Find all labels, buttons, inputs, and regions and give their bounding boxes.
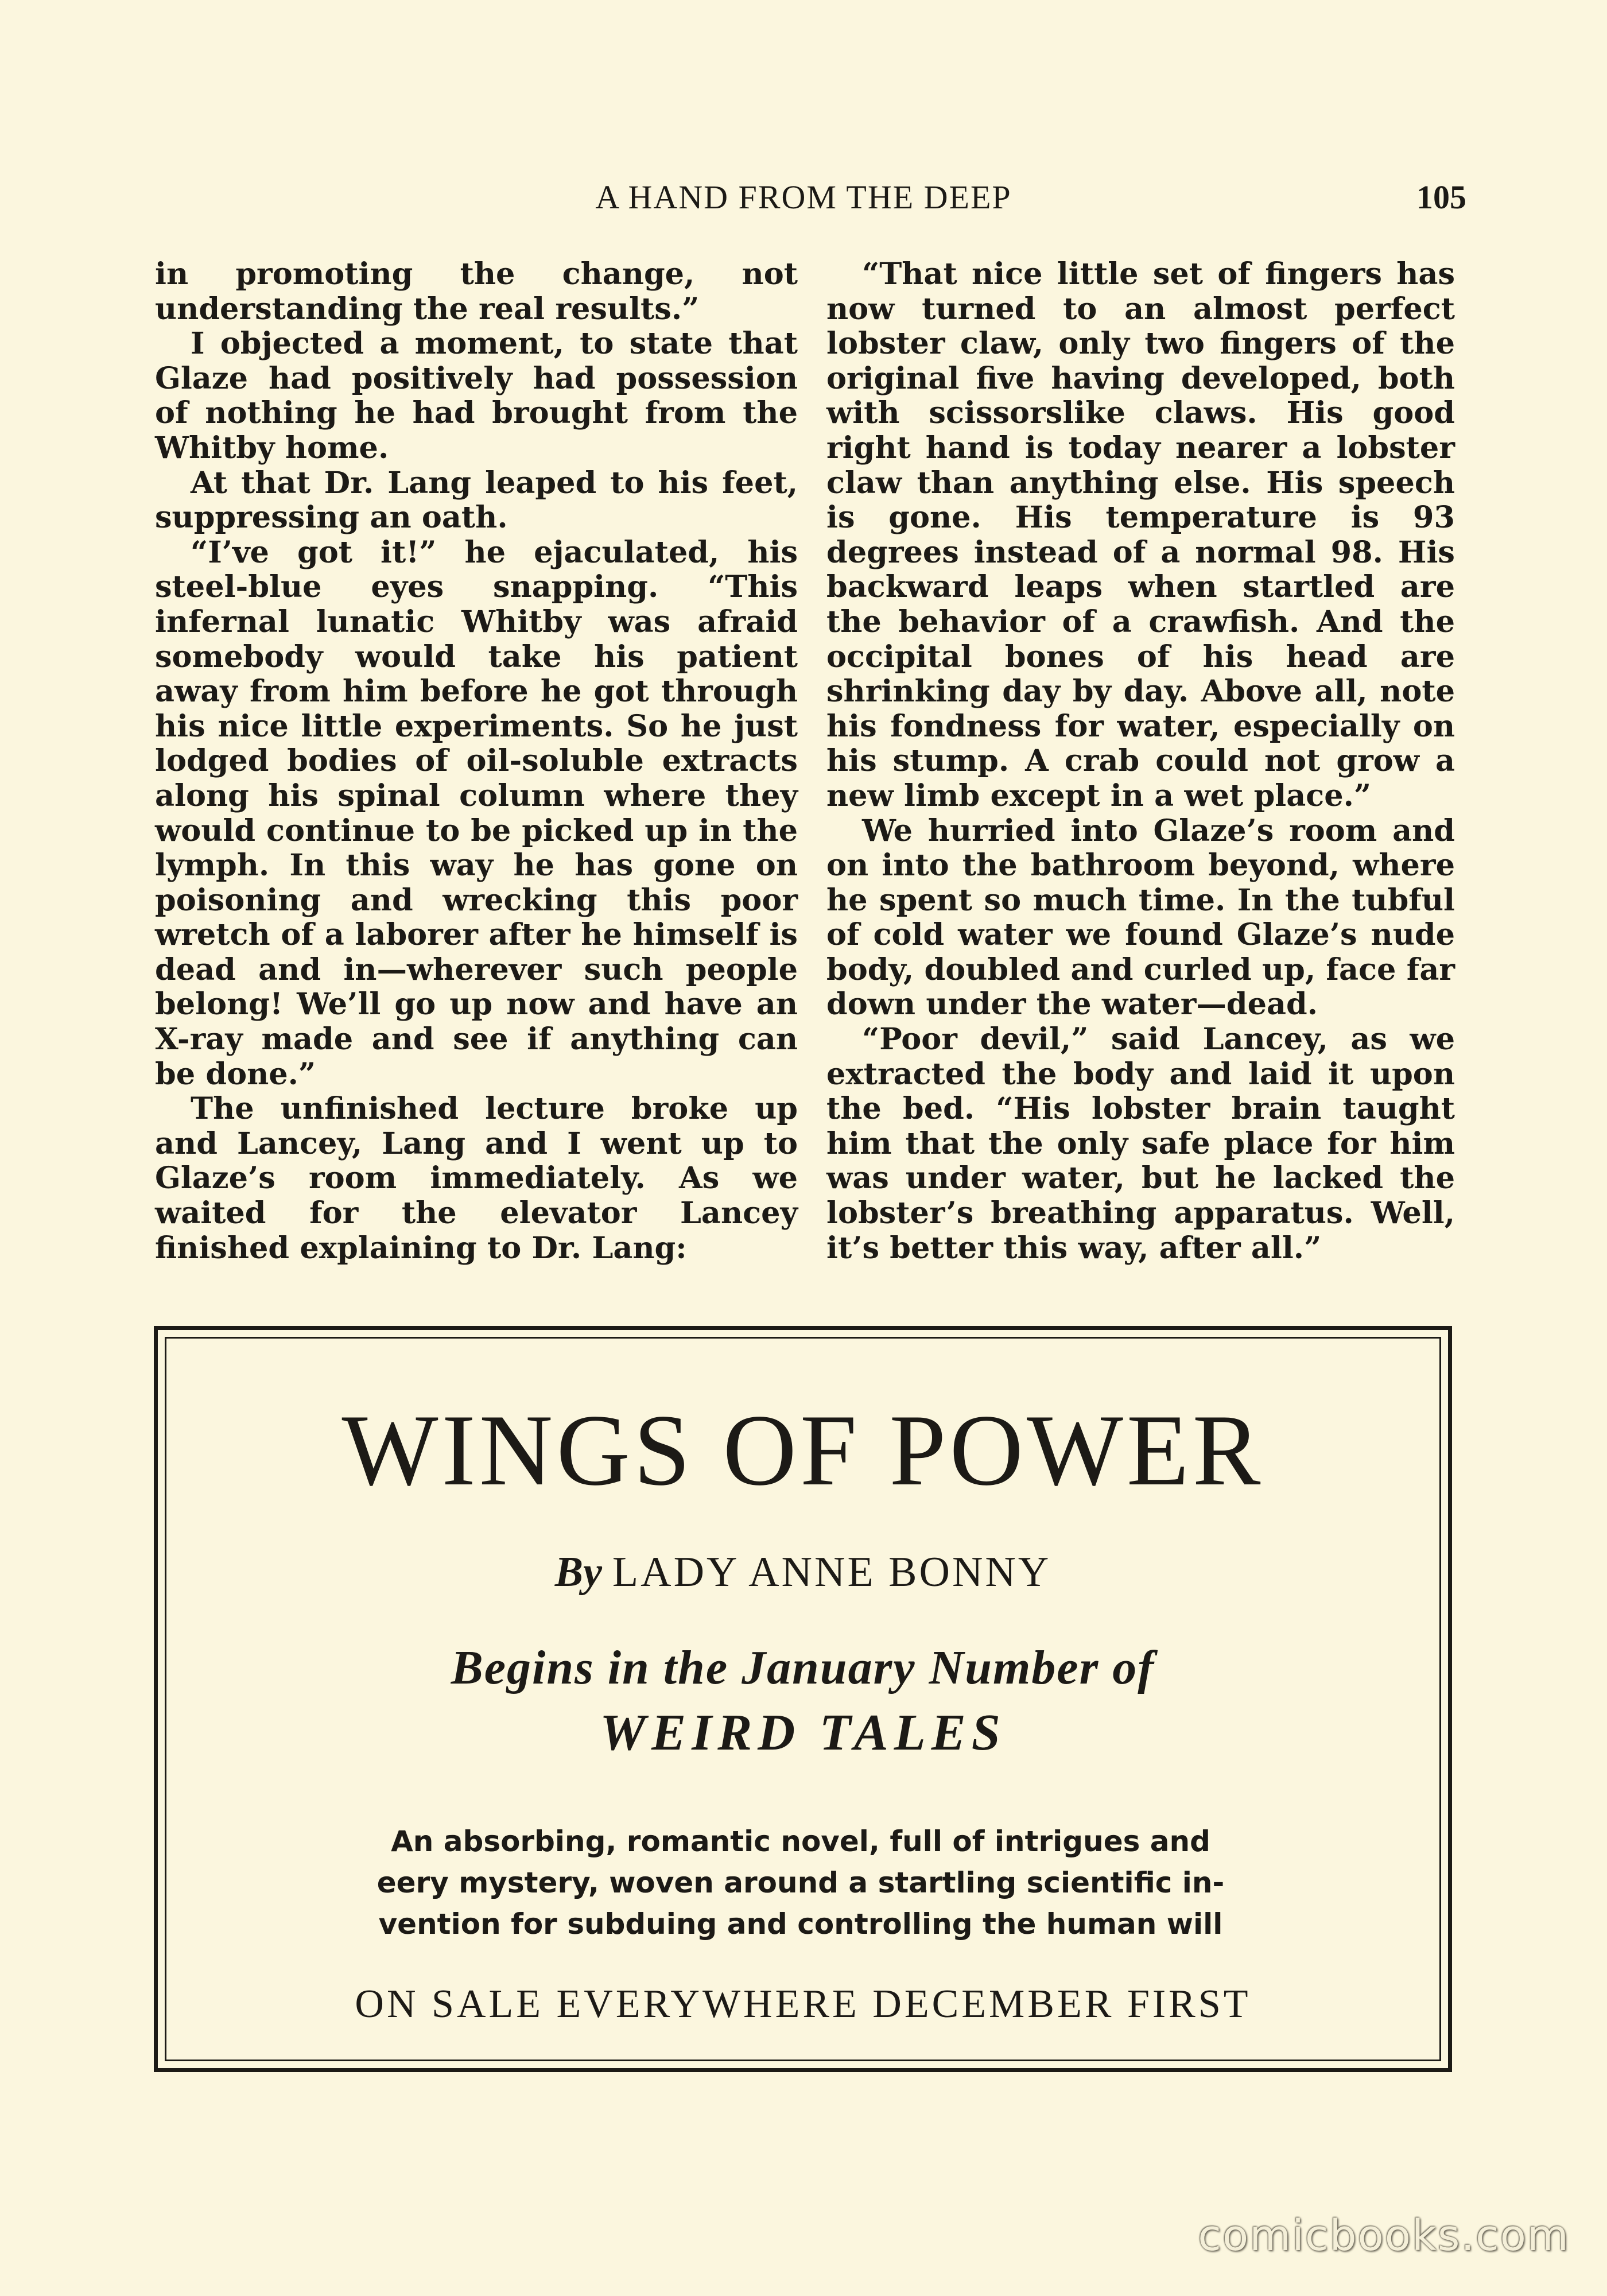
ad-author: LADY ANNE BONNY xyxy=(612,1549,1051,1596)
ad-title: WINGS OF POWER xyxy=(341,1393,1264,1507)
left-text-column xyxy=(155,257,798,1266)
paragraph: We hurried into Glaze’s room and on into the bathroom beyond, where he spent so much time. In the tubful of cold water we found Glaze’s nude body, doubled and curled up, face far down under the water—dead. xyxy=(826,813,1455,1022)
advertisement-box xyxy=(154,1326,1452,2072)
running-title: A HAND FROM THE DEEP xyxy=(595,179,1012,216)
ad-byline xyxy=(158,1548,1448,1597)
right-text-column xyxy=(826,257,1455,1266)
ad-blurb-line: An absorbing, romantic novel, full of intrigues and xyxy=(391,1825,1210,1858)
paragraph: The unfinished lecture broke up and Lancey, Lang and I went up to Glaze’s room immediately. As we waited for the elevator Lancey finished explaining to Dr. Lang: xyxy=(155,1091,798,1266)
paragraph: At that Dr. Lang leaped to his feet, suppressing an oath. xyxy=(155,465,798,536)
paragraph: “I’ve got it!” he ejaculated, his steel-blue eyes snapping. “This infernal lunatic Whitby was afraid somebody would take his patient away from him before he got through his nice little experiments. So he just lodged bodies of oil-soluble extracts along his spinal column where they would continue to be picked up in the lymph. In this way he has gone on poisoning and wrecking this poor wretch of a laborer after he himself is dead and in—wherever such people belong! We’ll go up now and have an X-ray made and see if anything can be done.” xyxy=(155,534,798,1092)
page-number: 105 xyxy=(1416,179,1466,216)
paragraph: “Poor devil,” said Lancey, as we extracted the body and laid it upon the bed. “His lobster brain taught him that the only safe place for him was under water, but he lacked the lobster’s breathing apparatus. Well, it’s better this way, after all.” xyxy=(826,1022,1455,1266)
ad-magazine-name: WEIRD TALES xyxy=(600,1704,1006,1761)
paragraph: I objected a moment, to state that Glaze had positively had possession of nothing he had brought from the Whitby home. xyxy=(155,326,798,466)
ad-by-prefix: By xyxy=(554,1549,602,1596)
ad-blurb xyxy=(376,1821,1225,1945)
ad-on-sale: ON SALE EVERYWHERE DECEMBER FIRST xyxy=(355,1982,1251,2026)
ad-blurb-line: eery mystery, woven around a startling scientific in- xyxy=(376,1866,1225,1899)
paragraph: in promoting the change, not understanding the real results.” xyxy=(155,257,798,327)
paragraph: “That nice little set of fingers has now turned to an almost perfect lobster claw, only two fingers of the original five having developed, both with scissorslike claws. His good right hand is today nearer a lobster claw than anything else. His speech is gone. His temperature is 93 degrees instead of a normal 98. His backward leaps when startled are the behavior of a crawfish. And the occipital bones of his head are shrinking day by day. Above all, note his fondness for water, especially on his stump. A crab could not grow a new limb except in a wet place.” xyxy=(826,257,1455,813)
ad-begins-line: Begins in the January Number of xyxy=(451,1641,1155,1694)
ad-blurb-line: vention for subduing and controlling the human will xyxy=(378,1907,1223,1941)
watermark: comicbooks.com xyxy=(1198,2211,1570,2260)
